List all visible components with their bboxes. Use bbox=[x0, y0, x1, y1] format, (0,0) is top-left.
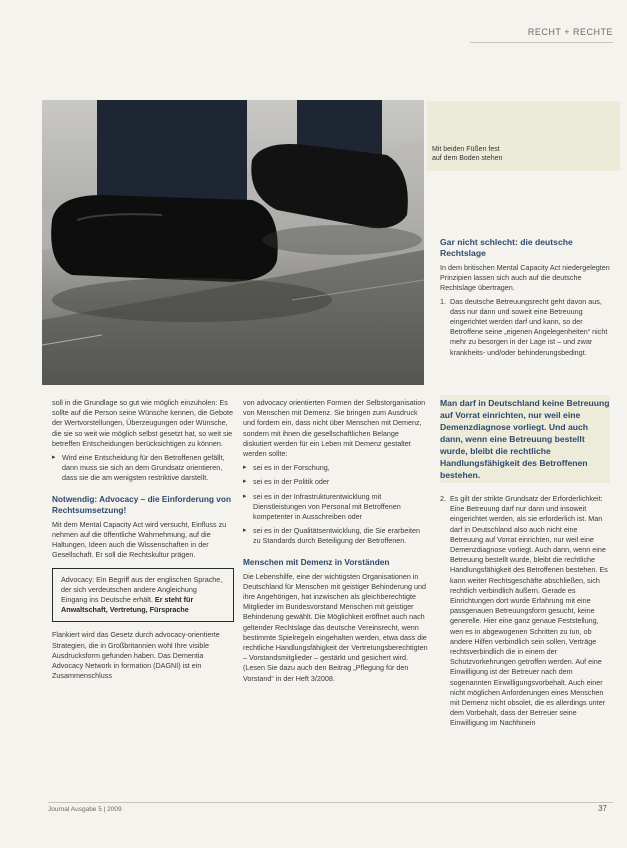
left-bullet-item: ▸ Wird eine Entscheidung für den Betroffenen gefällt, dann muss sie sich an dem Grundsatz orientieren, dass sie die am wenigsten restriktive darstellt. bbox=[52, 453, 234, 484]
left-column bbox=[52, 398, 234, 685]
middle-intro-paragraph: von advocacy orientierten Formen der Selbstorganisation von Menschen mit Demenz. Sie bringen zum Ausdruck und fordern ein, dass nicht über Menschen mit Demenz, sondern mit ihnen die gesellschaftlichen Belange diskutiert werden für ein Leben mit Demenz gestaltet werden sollte: bbox=[243, 398, 426, 459]
middle-bullet-item: ▸ sei es in der Qualitätsentwicklung, die Sie erarbeiten zu Standards durch Beteiligung der Betroffenen. bbox=[243, 526, 428, 546]
definition-bold-text: Er steht für Anwaltschaft, Vertretung, Fürsprache bbox=[61, 595, 194, 615]
header-divider bbox=[470, 42, 613, 43]
heading-rechtslage: Gar nicht schlecht: die deutsche Rechtslage bbox=[440, 237, 573, 258]
numbered-item-2 bbox=[440, 494, 612, 729]
caption-line-1: Mit beiden Füßen fest bbox=[432, 146, 500, 153]
footer-divider bbox=[48, 802, 613, 803]
footer-publication: Journal Ausgabe 5 | 2009 bbox=[48, 806, 122, 813]
caption-line-2: auf dem Boden stehen bbox=[432, 155, 503, 162]
item-number: 1. bbox=[440, 296, 446, 306]
middle-bullet-item: ▸ sei es in der Infrastrukturentwicklung mit Dienstleistungen von Personal mit Betroffenen kompetenter in Ausschreiben oder bbox=[243, 492, 428, 523]
definition-text: Advocacy: Ein Begriff aus der englischen Sprache, der sich verdeutschen andere Angleichung Eingang ins Deutsche erhält. bbox=[61, 575, 223, 605]
right-column-top bbox=[440, 263, 612, 361]
heading-vorstand: Menschen mit Demenz in Vorständen bbox=[243, 556, 390, 567]
middle-bullet-item: ▸ sei es in der Politik oder bbox=[243, 477, 428, 487]
left-closing-paragraph: Flankiert wird das Gesetz durch advocacy-orientierte Strategien, die in Großbritannien wohl Ihre visible Ausdrucksform gefunden haben. Das Dementia Advocacy Network in formation (DAGNI) ist ein Zusammenschluss bbox=[52, 630, 220, 681]
item-number: 2. bbox=[440, 494, 446, 503]
photo-caption bbox=[432, 145, 592, 163]
rechtslage-intro: In dem britischen Mental Capacity Act niedergelegten Prinzipien lassen sich auch auf die deutsche Rechtslage übertragen. bbox=[440, 263, 610, 293]
page-number: 37 bbox=[598, 804, 607, 813]
advocacy-paragraph: Mit dem Mental Capacity Act wird versucht, Einfluss zu nehmen auf die öffentliche Wahrnehmung, auf die Haltungen, Ideen auch die Wissenschaften in der Gesellschaft. Er soll die Rechtskultur prägen. bbox=[52, 519, 227, 560]
section-label: RECHT + RECHTE bbox=[527, 27, 613, 37]
middle-column bbox=[243, 398, 428, 688]
vorstand-paragraph: Die Lebenshilfe, eine der wichtigsten Organisationen in Deutschland für Menschen mit geistiger Behinderung und ihre Angehörigen, hat inzwischen als gleichberechtigte Mitglieder im Bundesvorstand Menschen mit geistiger Behinderung gewählt. Die Möglichkeit eröffnet auch nach geltender Rechtslage das deutsche Vereinsrecht, wenn bestimmte Spielregeln eingehalten werden, etwa dass die rechtliche Handlungsfähigkeit der Vertretungsberechtigten – Vorstandsmitglieder – gestärkt und gesichert wird. (Lesen Sie dazu auch den Beitrag „Pflegung für den Vorstand“ in der Heft 3/2008. bbox=[243, 571, 428, 683]
pull-quote: Man darf in Deutschland keine Betreuung auf Vorrat einrichten, nur weil eine Demenzdiagnose vorliegt. Und auch dann, wenn eine Betreuung bestellt wurde, bleibt die rechtliche Handlungsfähigkeit des Betroffenen bestehen. bbox=[440, 395, 610, 483]
definition-box bbox=[52, 568, 234, 622]
heading-advocacy: Notwendig: Advocacy – die Einforderung von Rechtsumsetzung! bbox=[52, 493, 232, 515]
feet-photo bbox=[42, 100, 424, 385]
item-1-text: Das deutsche Betreuungsrecht geht davon aus, dass nur dann und soweit eine Betreuung eingerichtet werden darf und kann, so der Betroffene seine „eigenen Angelegenheiten“ nicht mehr zu besorgen in der Lage ist – und zwar krankheits- und/oder behinderungsbedingt. bbox=[450, 296, 608, 357]
right-column-bottom bbox=[440, 494, 612, 733]
middle-bullet-item: ▸ sei es in der Forschung, bbox=[243, 463, 428, 473]
left-intro-paragraph: soll in die Grundlage so gut wie möglich einzuholen: Es sollte auf die Person seine Wünsche kennen, die Gebote der Wertvorstellungen, Überzeugungen oder Wünsche, die sie so weit wie möglich selbst gesetzt hat, so weit sie betreffen Entscheidungen berücksichtigen zu können. bbox=[52, 398, 234, 448]
item-2-text: Es gilt der strikte Grundsatz der Erforderlichkeit: Eine Betreuung darf nur dann und insoweit eingerichtet werden, als sie erforderlich ist. Man darf in Deutschland also auch nicht eine Betreuung auf Vorrat einrichten, nur weil eine Demenzdiagnose vorliegt. Auch dann, wenn eine Betreuung bestellt wurde, bleibt die rechtliche Handlungsfähigkeit des Betroffenen bestehen. Es kann weiter Rechtsgeschäfte abschließen, sich rechtlich verbindlich äußern. Gerade es Einrichtungen dort wurde Erfahrung mit eine passgenauen Betreuungsform gesucht, keine generelle. Hier eine ganz genaue Feststellung, wen es in abgewogenen Schritten zu tun, ob andere Hilfen verbindlich sein sollen, Verträge rechtsverbindlich die in einem der Schutzvorkehrungen getroffen werden. Auf eine Einwilligung ist der Betreuer nach dem sogenannten Einwilligungsvorbehalt. Auch einer nicht möglichen Anforderungen eines Menschen mit Demenz nicht obsolet, die es allerdings unter dem Vorbehalt, dass der Betreuer seine Einwilligung im Nachhinein bbox=[450, 494, 608, 728]
shoes-illustration bbox=[42, 100, 424, 385]
numbered-item-1 bbox=[440, 297, 612, 358]
